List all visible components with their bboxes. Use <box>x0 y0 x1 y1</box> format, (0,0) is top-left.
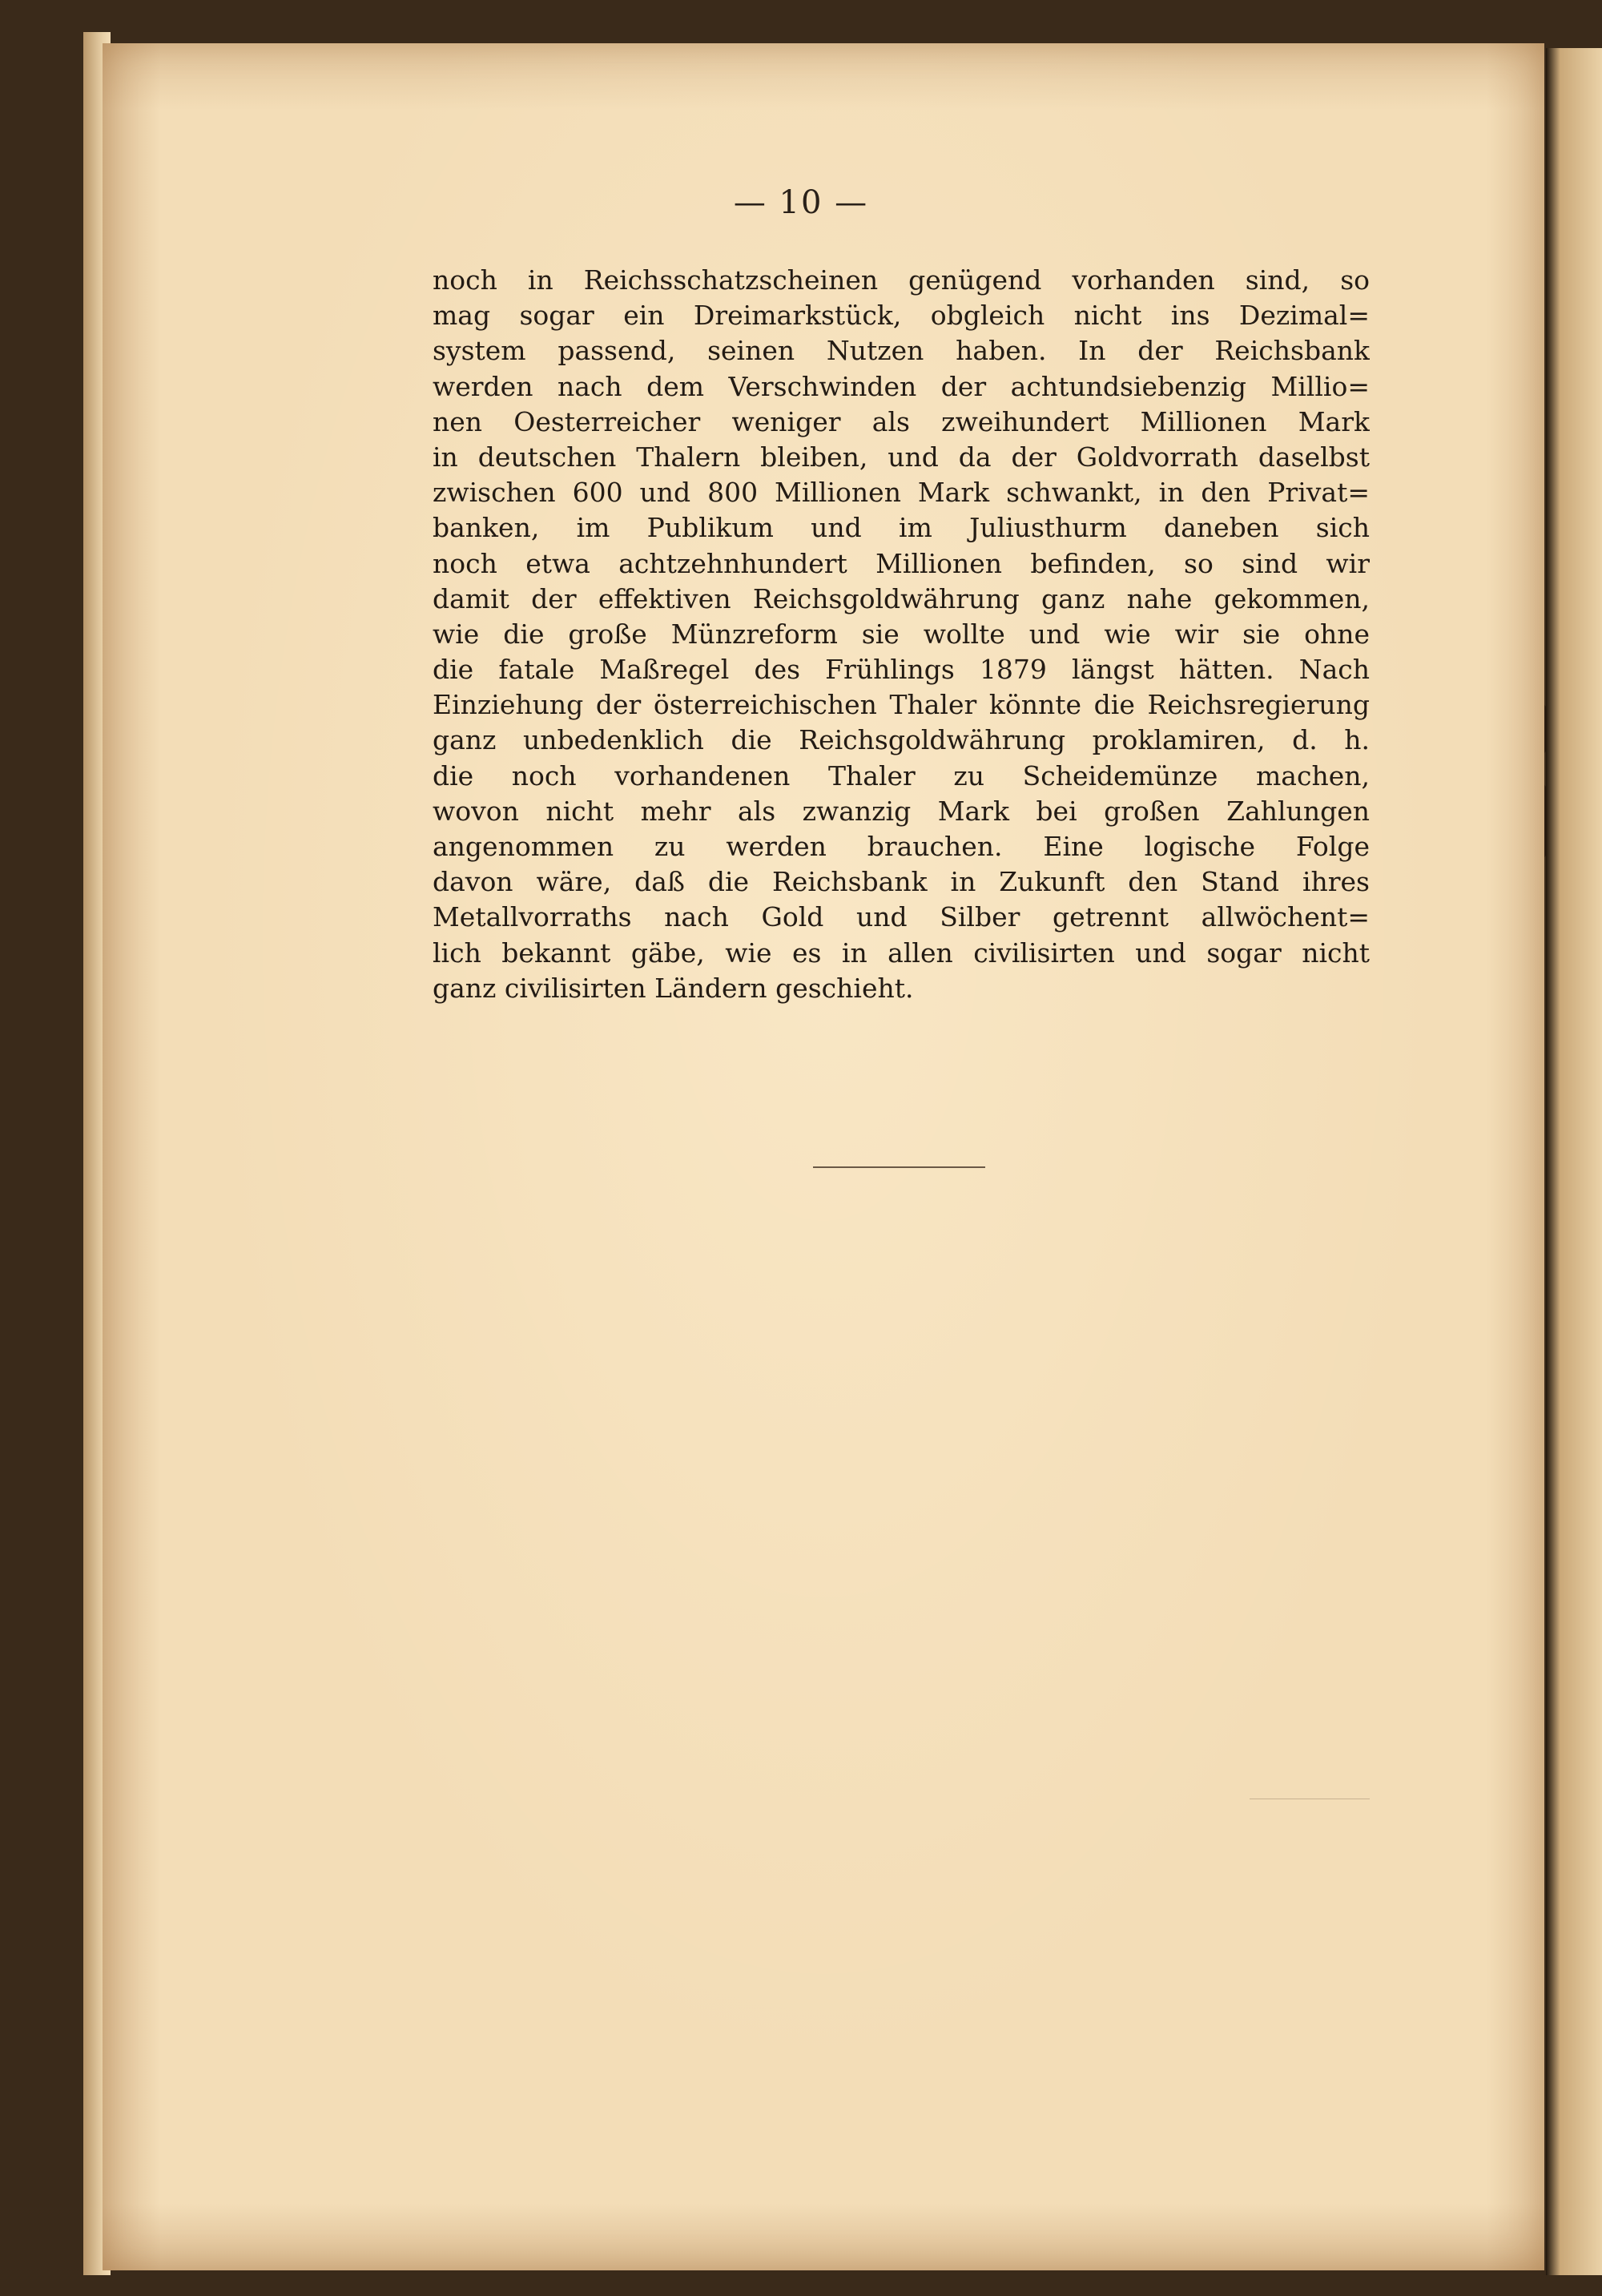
text-line: damit der effektiven Reichsgoldwährung ganz nahe gekommen, <box>433 582 1370 614</box>
text-line: davon wäre, daß die Reichsbank in Zukunft den Stand ihres <box>433 866 1370 898</box>
text-line: lich bekannt gäbe, wie es in allen civilisirten und sogar nicht <box>433 937 1370 969</box>
adjacent-page-edge <box>1546 48 1602 2275</box>
text-line: ganz unbedenklich die Reichsgoldwährung proklamiren, d. h. <box>433 724 1370 756</box>
text-line: in deutschen Thalern bleiben, und da der Goldvorrath daselbst <box>433 441 1370 473</box>
text-line: die fatale Maßregel des Frühlings 1879 längst hätten. Nach <box>433 654 1370 686</box>
section-divider <box>813 1166 985 1168</box>
text-line: mag sogar ein Dreimarkstück, obgleich nicht ins Dezimal= <box>433 300 1370 332</box>
body-text <box>433 263 1370 1006</box>
text-line: banken, im Publikum und im Juliusthurm daneben sich <box>433 512 1370 544</box>
text-line: Einziehung der österreichischen Thaler könnte die Reichsregierung <box>433 689 1370 721</box>
text-line: noch in Reichsschatzscheinen genügend vorhanden sind, so <box>433 264 1370 296</box>
text-line: die noch vorhandenen Thaler zu Scheidemünze machen, <box>433 759 1370 792</box>
text-line: wie die große Münzreform sie wollte und wie wir sie ohne <box>433 618 1370 650</box>
page-number: — 10 — <box>733 184 869 221</box>
text-line: wovon nicht mehr als zwanzig Mark bei großen Zahlungen <box>433 795 1370 827</box>
text-line: system passend, seinen Nutzen haben. In der Reichsbank <box>433 335 1370 367</box>
text-line: angenommen zu werden brauchen. Eine logische Folge <box>433 831 1370 862</box>
text-line: noch etwa achtzehnhundert Millionen befinden, so sind wir <box>433 547 1370 579</box>
text-line: zwischen 600 und 800 Millionen Mark schwankt, in den Privat= <box>433 477 1370 509</box>
text-line: ganz civilisirten Ländern geschieht. <box>433 972 914 1004</box>
text-line: Metallvorraths nach Gold und Silber getrennt allwöchent= <box>433 901 1370 933</box>
text-line: nen Oesterreicher weniger als zweihundert Millionen Mark <box>433 405 1370 437</box>
text-line: werden nach dem Verschwinden der achtundsiebenzig Millio= <box>433 370 1370 402</box>
